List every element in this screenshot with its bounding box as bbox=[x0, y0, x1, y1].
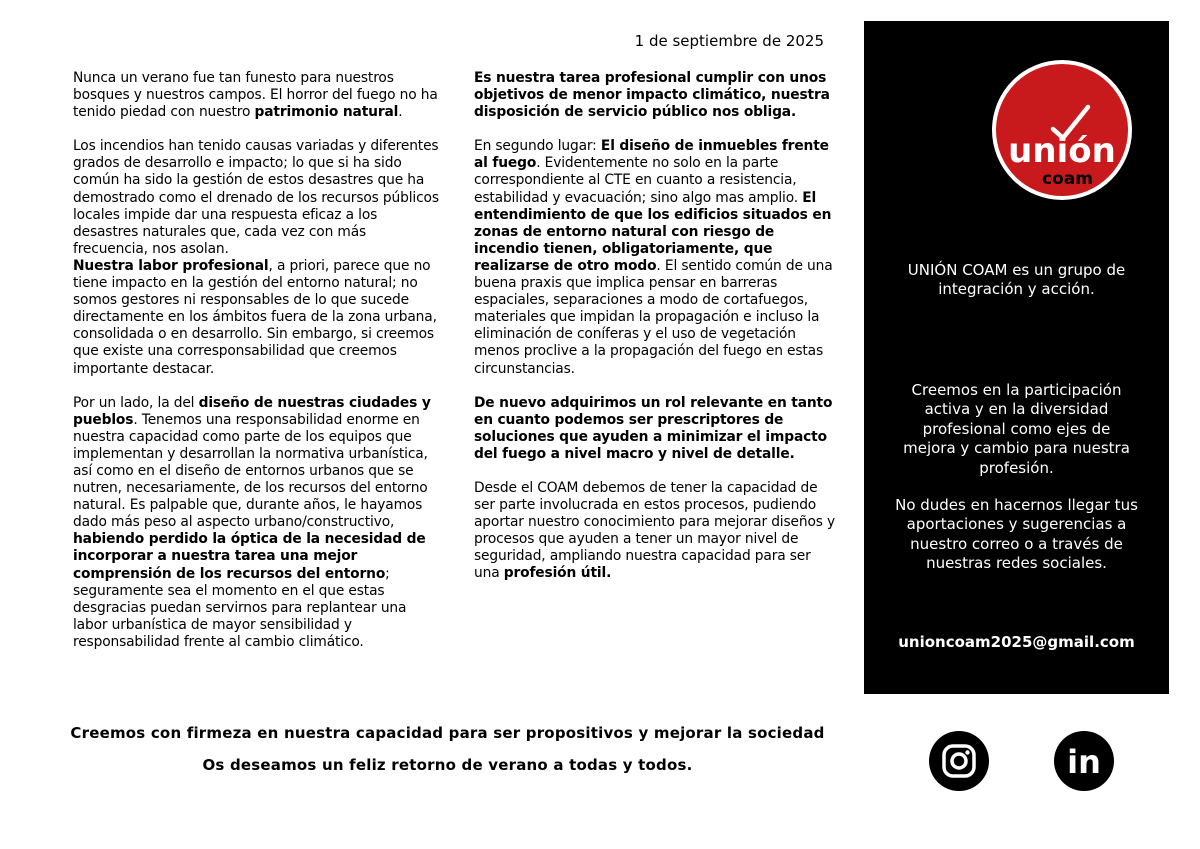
paragraph-intro: Nunca un verano fue tan funesto para nuestros bosques y nuestros campos. El horror del fuego no ha tenido piedad con nuestro patrimonio natural. bbox=[73, 70, 438, 121]
left-column bbox=[73, 70, 443, 668]
paragraph-coam: Desde el COAM debemos de tener la capacidad de ser parte involucrada en estos procesos, pudiendo aportar nuestro conocimiento para mejorar diseños y procesos que ayuden a tener un mayor nivel de seguridad, ampliando nuestra capacidad para ser una profesión útil. bbox=[474, 479, 836, 582]
paragraph-building-design: En segundo lugar: El diseño de inmuebles frente al fuego. Evidentemente no solo en la parte correspondiente al CTE en cuanto a resistencia, estabilidad y evacuación; sino algo mas amplio. El entendimiento de que los edificios situados en zonas de entorno natural con riesgo de incendio tienen, obligatoriamente, que realizarse de otro modo. El sentido común de una buena praxis que implica pensar en barreras espaciales, separaciones a modo de cortafuegos, materiales que impidan la propagación e incluso la eliminación de coníferas y el uso de vegetación menos proclive a la propagación del fuego en estas circunstancias. bbox=[474, 138, 833, 377]
paragraph-urban-design: Por un lado, la del diseño de nuestras ciudades y pueblos. Tenemos una responsabilidad enorme en nuestra capacidad como parte de los equipos que implementan y desarrollan la normativa urbanística, así como en el diseño de entornos urbanos que se nutren, necesariamente, de los recursos del entorno natural. Es palpable que, durante años, le hayamos dado más peso al aspecto urbano/constructivo, habiendo perdido la óptica de la necesidad de incorporar a nuestra tarea una mejor comprensión de los recursos del entorno; seguramente sea el momento en el que estas desgracias puedan servirnos para replantear una labor urbanística de mayor sensibilidad y responsabilidad frente al cambio climático. bbox=[73, 394, 431, 650]
union-coam-panel bbox=[864, 21, 1169, 694]
paragraph-climate-goals: Es nuestra tarea profesional cumplir con unos objetivos de menor impacto climático, nuestra disposición de servicio público nos obliga. bbox=[474, 70, 830, 121]
contact-invitation: No dudes en hacernos llegar tus aportaciones y sugerencias a nuestro correo o a través de nuestras redes sociales. bbox=[895, 496, 1138, 573]
paragraph-causes: Los incendios han tenido causas variadas y diferentes grados de desarrollo e impacto; lo que si ha sido común ha sido la gestión de estos desastres que ha demostrado como el drenado de los recursos públicos locales impide dar una respuesta eficaz a los desastres naturales que, cada vez con más frecuencia, nos asolan. bbox=[73, 138, 439, 257]
logo-word: unión bbox=[1008, 131, 1116, 171]
right-column bbox=[474, 70, 836, 600]
document-date: 1 de septiembre de 2025 bbox=[634, 32, 824, 50]
closing-statement: Creemos con firmeza en nuestra capacidad para ser propositivos y mejorar la sociedad bbox=[70, 724, 825, 742]
group-description: UNIÓN COAM es un grupo de integración y acción. bbox=[907, 261, 1126, 299]
paragraph-professional-labor: Nuestra labor profesional, a priori, parece que no tiene impacto en la gestión del entorno natural; no somos gestores ni responsables de lo que sucede directamente en los ámbitos fuera de la zona urbana, consolidada o en desarrollo. Sin embargo, si creemos que existe una corresponsabilidad que creemos importante destacar. bbox=[73, 257, 437, 377]
instagram-icon[interactable] bbox=[928, 730, 990, 792]
participation-statement: Creemos en la participación activa y en la diversidad profesional como ejes de mejora y cambio para nuestra profesión. bbox=[903, 381, 1130, 477]
closing-greeting: Os deseamos un feliz retorno de verano a todas y todos. bbox=[202, 756, 693, 774]
union-coam-logo bbox=[991, 59, 1133, 201]
contact-email-link[interactable]: unioncoam2025@gmail.com bbox=[898, 633, 1135, 651]
linkedin-icon[interactable] bbox=[1053, 730, 1115, 792]
logo-subword: coam bbox=[1042, 169, 1093, 189]
paragraph-relevant-role: De nuevo adquirimos un rol relevante en tanto en cuanto podemos ser prescriptores de soluciones que ayuden a minimizar el impacto del fuego a nivel macro y nivel de detalle. bbox=[474, 394, 833, 462]
linkedin-label: in bbox=[1067, 743, 1101, 781]
